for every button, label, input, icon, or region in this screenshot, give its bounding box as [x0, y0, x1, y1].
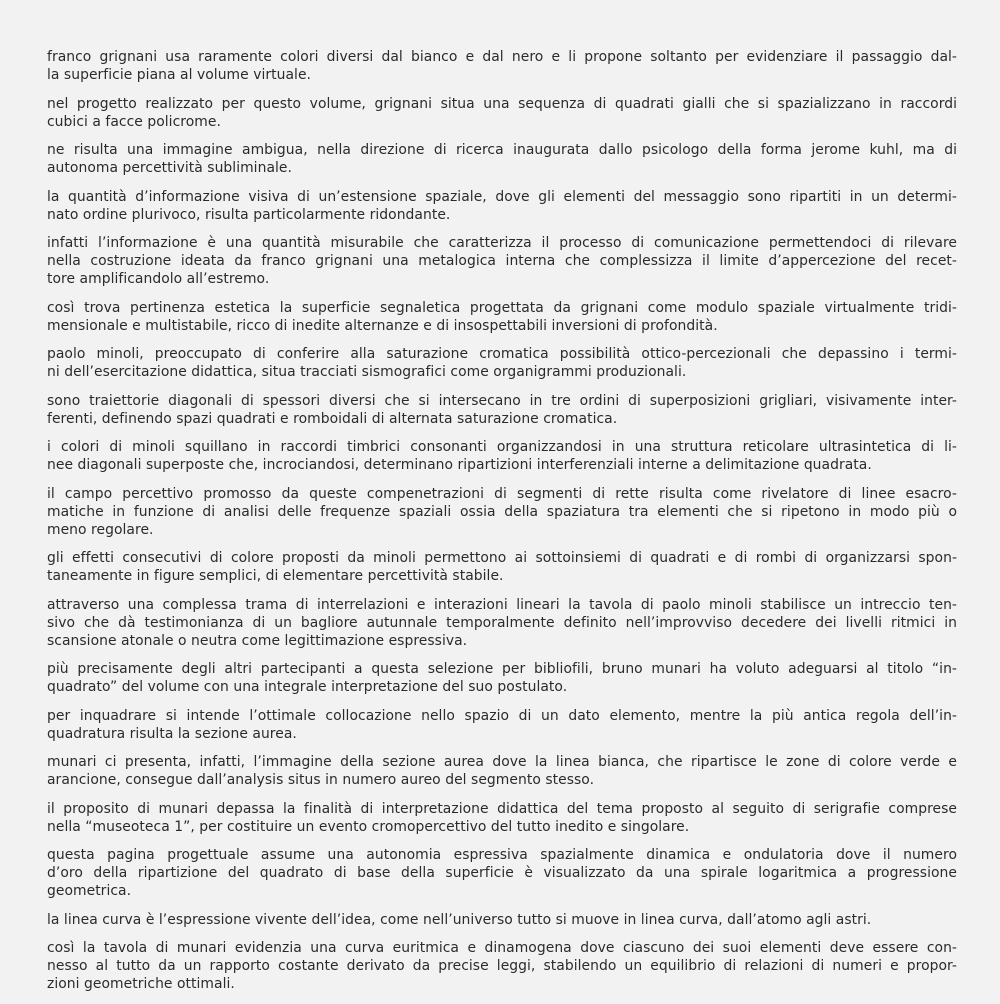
text-line: nee diagonali superposte che, incrociandosi, determinano ripartizioni interferenziali interne a delimitazione quadrata.	[47, 457, 872, 473]
text-line: la superficie piana al volume virtuale.	[47, 67, 312, 83]
paragraph	[47, 707, 957, 743]
text-line: quadratura risulta la sezione aurea.	[47, 725, 297, 742]
text-line: sono traiettorie diagonali di spessori diversi che si intersecano in tre ordini di superposizioni grigliari, visivamente inter-	[47, 392, 957, 409]
text-line: quadrato” del volume con una integrale interpretazione del suo postulato.	[47, 679, 568, 695]
paragraph	[47, 345, 957, 381]
text-line: ni dell’esercitazione didattica, situa tracciati sismografici come organigrammi produzionali.	[47, 364, 687, 380]
text-line: così trova pertinenza estetica la superficie segnaletica progettata da grignani come modulo spaziale virtualmente tridi-	[47, 299, 957, 316]
text-line: cubici a facce policrome.	[47, 113, 221, 130]
paragraph	[47, 753, 957, 789]
paragraph	[47, 596, 957, 650]
text-line: questa pagina progettuale assume una autonomia espressiva spazialmente dinamica e ondulatoria dove il numero	[47, 847, 957, 863]
text-line: zioni geometriche ottimali.	[47, 976, 235, 992]
text-line: attraverso una complessa trama di interrelazioni e interazioni lineari la tavola di paolo minoli stabilisce un intreccio ten-	[47, 596, 957, 613]
body-text	[47, 48, 957, 1004]
text-line: arancione, consegue dall’analysis situs in numero aureo del segmento stesso.	[47, 772, 595, 788]
text-line: taneamente in figure semplici, di elementare percettività stabile.	[47, 568, 504, 584]
text-line: così la tavola di munari evidenzia una curva euritmica e dinamogena dove ciascuno dei suoi elementi deve essere con-	[47, 940, 957, 956]
paragraph	[47, 660, 957, 696]
text-line: nella “museoteca 1”, per costituire un evento cromopercettivo del tutto inedito e singolare.	[47, 818, 690, 835]
paragraph	[47, 911, 957, 929]
text-line: sivo che dà testimonianza di un bagliore autunnale temporalmente definito nell’improvviso decedere dei livelli ritmici in	[47, 614, 957, 631]
text-line: matiche in funzione di analisi delle frequenze spaziali ossia della spaziatura tra elementi che si ripetono in modo più o	[47, 503, 957, 520]
text-line: mensionale e multistabile, ricco di inedite alternanze e di insospettabili inversioni di profondità.	[47, 317, 718, 334]
paragraph	[47, 95, 957, 131]
paragraph	[47, 141, 957, 177]
paragraph	[47, 939, 957, 993]
paragraph	[47, 846, 957, 900]
text-line: gli effetti consecutivi di colore proposti da minoli permettono ai sottoinsiemi di quadrati e di rombi di organizzarsi spon-	[47, 550, 957, 566]
text-line: ferenti, definendo spazi quadrati e romboidali di alternata saturazione cromatica.	[47, 410, 618, 427]
paragraph	[47, 299, 957, 335]
text-line: per inquadrare si intende l’ottimale collocazione nello spazio di un dato elemento, mentre la più antica regola dell’in-	[47, 707, 957, 724]
paragraph	[47, 800, 957, 836]
text-line: più precisamente degli altri partecipanti a questa selezione per bibliofili, bruno munari ha voluto adeguarsi al titolo “in-	[47, 661, 957, 677]
paragraph	[47, 188, 957, 224]
text-line: franco grignani usa raramente colori diversi dal bianco e dal nero e li propone soltanto per evidenziare il passaggio dal-	[47, 49, 957, 65]
paragraph	[47, 234, 957, 288]
paragraph	[47, 392, 957, 428]
paragraph	[47, 48, 957, 84]
paragraph	[47, 438, 957, 474]
text-line: meno regolare.	[47, 521, 154, 538]
text-line: nesso al tutto da un rapporto costante derivato da precise leggi, stabilendo un equilibrio di relazioni di numeri e propor-	[47, 958, 957, 974]
text-line: tore amplificandolo all’estremo.	[47, 271, 270, 287]
text-line: la linea curva è l’espressione vivente dell’idea, come nell’universo tutto si muove in linea curva, dall’atomo agli astri.	[47, 911, 872, 928]
text-line: il proposito di munari depassa la finalità di interpretazione didattica del tema proposto al seguito di serigrafie comprese	[47, 800, 957, 817]
paragraph	[47, 485, 957, 539]
text-line: nato ordine plurivoco, risulta particolarmente ridondante.	[47, 206, 451, 223]
text-line: infatti l’informazione è una quantità misurabile che caratterizza il processo di comunicazione permettendoci di rilevare	[47, 235, 957, 251]
text-line: geometrica.	[47, 883, 132, 899]
text-line: i colori di minoli squillano in raccordi timbrici consonanti organizzandosi in una struttura reticolare ultrasintetica di li-	[47, 439, 957, 455]
text-line: d’oro della ripartizione del quadrato di base della superficie è visualizzato da una spirale logaritmica a progressione	[47, 865, 957, 881]
text-line: la quantità d’informazione visiva di un’estensione spaziale, dove gli elementi del messaggio sono ripartiti in un determi-	[47, 188, 957, 205]
text-line: paolo minoli, preoccupato di conferire alla saturazione cromatica possibilità ottico-percezionali che depassino i termi-	[47, 346, 957, 362]
text-line: scansione atonale o neutra come legittimazione espressiva.	[47, 632, 468, 649]
text-line: autonoma percettività subliminale.	[47, 160, 292, 176]
text-line: ne risulta una immagine ambigua, nella direzione di ricerca inaugurata dallo psicologo della forma jerome kuhl, ma di	[47, 142, 957, 158]
text-line: munari ci presenta, infatti, l’immagine della sezione aurea dove la linea bianca, che ripartisce le zone di colore verde e	[47, 754, 957, 770]
paragraph	[47, 549, 957, 585]
text-line: il campo percettivo promosso da queste compenetrazioni di segmenti di rette risulta come rivelatore di linee esacro-	[47, 485, 957, 502]
text-line: nella costruzione ideata da franco grignani una metalogica interna che complessizza il limite d’appercezione del recet-	[47, 253, 957, 269]
text-line: nel progetto realizzato per questo volume, grignani situa una sequenza di quadrati gialli che si spazializzano in raccordi	[47, 95, 957, 112]
